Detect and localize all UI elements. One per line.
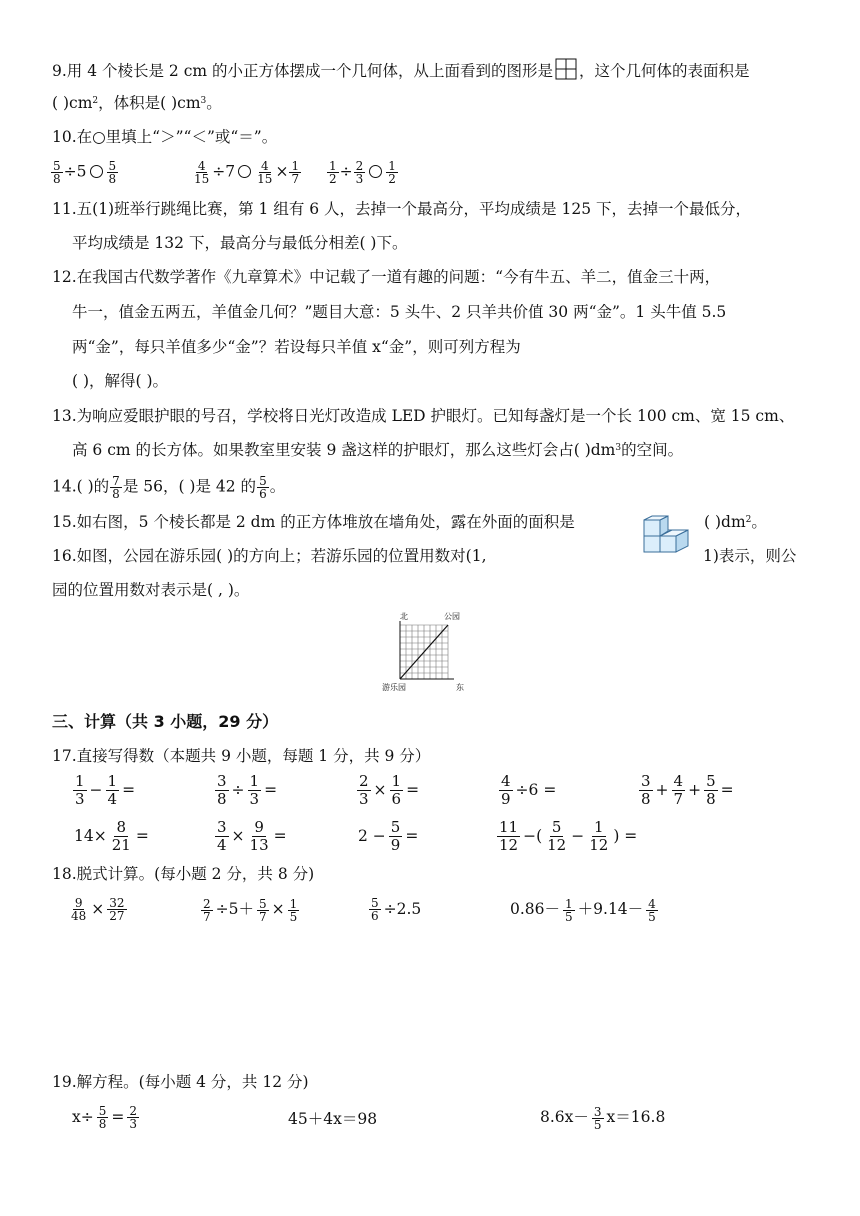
q10-expressions bbox=[50, 160, 399, 185]
q9-text: 9.用 4 个棱长是 2 cm 的小正方体摆成一个几何体，从上面看到的图形是 bbox=[52, 62, 554, 80]
north-label: 北 bbox=[400, 612, 408, 621]
fraction: $\frac{5}{8}$ bbox=[108, 159, 117, 186]
q17-expr-9: $\frac{11}{12}$ −( $\frac{5}{12}$ − $\frac{1}{12}$ ) = bbox=[499, 818, 638, 854]
q19-eq-2: 45＋4x＝98 bbox=[288, 1110, 378, 1128]
q18-expr-2: $\frac{2}{7}$ ÷5＋ $\frac{5}{7}$ × $\frac{1}{5}$ bbox=[203, 896, 298, 924]
q17-expr-6: 14× $\frac{8}{21}$ = bbox=[74, 818, 149, 854]
operator: ÷5 bbox=[63, 162, 87, 181]
stacked-cubes-figure bbox=[638, 510, 696, 560]
q9-line1 bbox=[52, 58, 750, 82]
fraction: $\frac{4}{15}$ bbox=[194, 159, 210, 186]
q18-title: 18.脱式计算。(每小题 2 分，共 8 分) bbox=[52, 865, 315, 883]
q16-text: 16.如图，公园在游乐园( )的方向上；若游乐园的位置用数对(1, bbox=[52, 547, 487, 565]
q18-expr-1: $\frac{9}{48}$ × $\frac{32}{27}$ bbox=[71, 896, 125, 923]
q17-expr-2: $\frac{3}{8}$ ÷ $\frac{1}{3}$ = bbox=[217, 772, 278, 808]
q11-line2: 平均成绩是 132 下，最高分与最低分相差( )下。 bbox=[72, 234, 408, 252]
q19-eq-3: 8.6x－ $\frac{3}{5}$ x＝16.8 bbox=[540, 1104, 666, 1132]
q17-expr-4: $\frac{4}{9}$ ÷6 = bbox=[501, 772, 557, 808]
q9-blank-area: ( )cm bbox=[52, 94, 93, 112]
q11-line1: 11.五(1)班举行跳绳比赛，第 1 组有 6 人，去掉一个最高分，平均成绩是 125 下，去掉一个最低分， bbox=[52, 200, 751, 218]
compare-circle[interactable] bbox=[238, 165, 251, 178]
q10-title: 10.在○里填上“＞”“＜”或“＝”。 bbox=[52, 128, 278, 146]
q12-line4: ( )，解得( )。 bbox=[72, 372, 169, 390]
compare-circle[interactable] bbox=[369, 165, 382, 178]
q17-expr-3: $\frac{2}{3}$ × $\frac{1}{6}$ = bbox=[359, 772, 420, 808]
q18-expr-3: $\frac{5}{6}$ ÷2.5 bbox=[371, 896, 422, 923]
direction-map bbox=[382, 611, 472, 693]
operator: × bbox=[275, 162, 289, 181]
fraction: $\frac{2}{3}$ bbox=[355, 159, 364, 186]
fraction: $\frac{1}{2}$ bbox=[328, 159, 337, 186]
q19-title: 19.解方程。(每小题 4 分，共 12 分) bbox=[52, 1073, 309, 1091]
q9-text-2: ，这个几何体的表面积是 bbox=[579, 62, 750, 80]
q13-end: 的空间。 bbox=[621, 441, 684, 459]
q16-line1-end: 1)表示，则公 bbox=[703, 547, 797, 565]
q15-text: 15.如右图，5 个棱长都是 2 dm 的正方体堆放在墙角处，露在外面的面积是 bbox=[52, 513, 575, 531]
fraction: $\frac{5}{8}$ bbox=[53, 159, 61, 186]
q17-expr-7: $\frac{3}{4}$ × $\frac{9}{13}$ = bbox=[217, 818, 287, 854]
q14-text-2: 是 56，( )是 42 的 bbox=[122, 477, 257, 496]
q19-eq-1: x÷ $\frac{5}{8}$ = $\frac{2}{3}$ bbox=[72, 1104, 138, 1131]
q15-line bbox=[52, 511, 575, 533]
q13-line2 bbox=[72, 439, 683, 461]
q18-expr-4: 0.86－ $\frac{1}{5}$ ＋9.14－ $\frac{4}{5}$ bbox=[510, 896, 656, 924]
q13-text: 高 6 cm 的长方体。如果教室里安装 9 盏这样的护眼灯，那么这些灯会占( )dm bbox=[72, 441, 616, 459]
operator: ÷7 bbox=[212, 162, 236, 181]
east-label: 东 bbox=[456, 683, 464, 692]
q15-answer: ( )$dm^2$。 bbox=[704, 513, 767, 531]
q17-expr-5: $\frac{3}{8}$ + $\frac{4}{7}$ + $\frac{5}{8}$ = bbox=[641, 772, 734, 808]
fraction: $\frac{1}{2}$ bbox=[388, 159, 396, 186]
cube-unit: 3 bbox=[200, 96, 207, 106]
playground-label: 游乐园 bbox=[382, 683, 406, 692]
compare-circle[interactable] bbox=[90, 165, 103, 178]
q12-line2: 牛一，值金五两五，羊值金几何？”题目大意：5 头牛、2 只羊共价值 30 两“金”。1 头牛值 5.5 bbox=[72, 303, 727, 321]
q12-line1: 12.在我国古代数学著作《九章算术》中记载了一道有趣的问题：“今有牛五、羊二，值金三十两， bbox=[52, 268, 721, 286]
top-view-grid-icon bbox=[555, 58, 577, 80]
q16-line1 bbox=[52, 545, 487, 567]
fraction: $\frac{7}{8}$ bbox=[112, 474, 120, 501]
q14-text: 14.( )的 bbox=[52, 477, 110, 496]
q17-expr-1: $\frac{1}{3}$ − $\frac{1}{4}$ = bbox=[75, 772, 136, 808]
map-grid bbox=[396, 621, 454, 683]
operator: ÷ bbox=[339, 162, 353, 181]
q13-line1: 13.为响应爱眼护眼的号召，学校将日光灯改造成 LED 护眼灯。已知每盏灯是一个长 100 cm、宽 15 cm、 bbox=[52, 407, 795, 425]
q9-line2 bbox=[52, 92, 222, 114]
cube-unit: 3 bbox=[615, 443, 622, 453]
q9-end: 。 bbox=[206, 94, 222, 112]
q17-expr-8: 2 − $\frac{5}{9}$ = bbox=[358, 818, 419, 854]
q16-line2: 园的位置用数对表示是( , )。 bbox=[52, 581, 250, 599]
q9-blank-volume: ，体积是( )cm bbox=[98, 94, 201, 112]
section-3-heading: 三、计算（共 3 小题，29 分） bbox=[52, 712, 279, 731]
q12-line3: 两“金”，每只羊值多少“金”？若设每只羊值 x“金”，则可列方程为 bbox=[72, 338, 521, 356]
q17-title: 17.直接写得数（本题共 9 小题，每题 1 分，共 9 分） bbox=[52, 747, 431, 765]
fraction: $\frac{4}{15}$ bbox=[257, 159, 273, 186]
sq-unit: 2 bbox=[92, 96, 99, 106]
q14-end: 。 bbox=[269, 477, 286, 496]
park-label: 公园 bbox=[444, 612, 460, 621]
q14-line bbox=[52, 475, 285, 500]
fraction: $\frac{5}{6}$ bbox=[259, 474, 267, 501]
fraction: $\frac{1}{7}$ bbox=[291, 159, 300, 186]
